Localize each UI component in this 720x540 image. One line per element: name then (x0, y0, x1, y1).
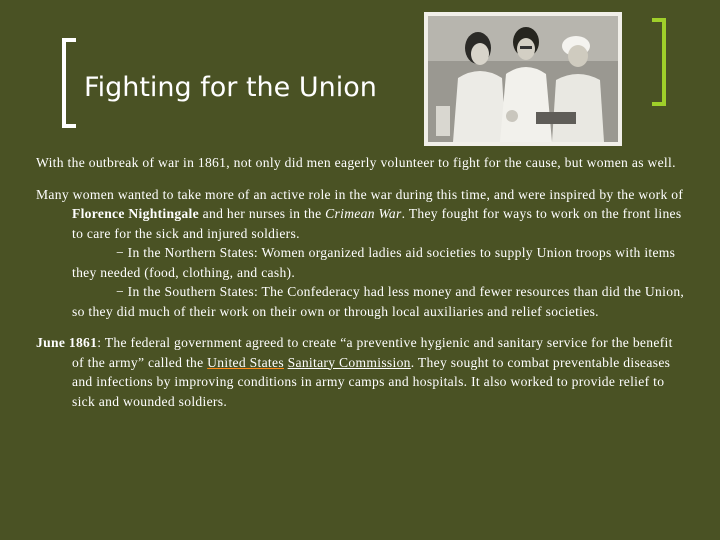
june-1861-text-2: . They sought to combat preventable diseases and infections by improving conditions in army camps and hospitals. It also worked to provide relief to sick and wounded soldiers. (72, 354, 671, 409)
inspiration-text-2: and her nurses in the (198, 206, 326, 221)
slide-title: Fighting for the Union (84, 72, 377, 103)
slide-body (36, 153, 686, 423)
june-1861-text-1: : The federal government agreed to create “a preventive hygienic and sanitary service for the benefit of the army” called the (72, 335, 673, 370)
right-bracket-decoration (652, 18, 666, 106)
paragraph-june-1861 (36, 333, 686, 411)
united-states-link[interactable]: United States (207, 354, 284, 370)
northern-states-text: − In the Northern States: Women organized ladies aid societies to supply Union troops with items they needed (food, clothing, and cash). (72, 245, 676, 280)
inspiration-text-1: Many women wanted to take more of an active role in the war during this time, and were inspired by the work of (36, 186, 684, 202)
paragraph-inspiration (36, 185, 686, 244)
crimean-war-name: Crimean War (325, 206, 402, 221)
southern-states-item (36, 282, 686, 321)
nurses-photo-icon (428, 16, 618, 142)
nurses-photo (424, 12, 622, 146)
paragraph-outbreak-text: With the outbreak of war in 1861, not only did men eagerly volunteer to fight for the cause, but women as well. (36, 155, 676, 170)
sanitary-commission-link[interactable]: Sanitary Commission (287, 354, 411, 370)
southern-states-text: − In the Southern States: The Confederacy had less money and fewer resources than did the Union, so they did much of their work on their own or through local auxiliaries and relief societies. (72, 284, 685, 319)
northern-states-item (36, 243, 686, 282)
june-1861-date: June 1861 (36, 335, 98, 350)
left-bracket-decoration (62, 38, 76, 128)
paragraph-outbreak (36, 153, 686, 173)
florence-nightingale-name: Florence Nightingale (72, 206, 199, 221)
inspiration-text-3: . They fought for ways to work on the front lines to care for the sick and injured soldiers. (72, 206, 682, 241)
